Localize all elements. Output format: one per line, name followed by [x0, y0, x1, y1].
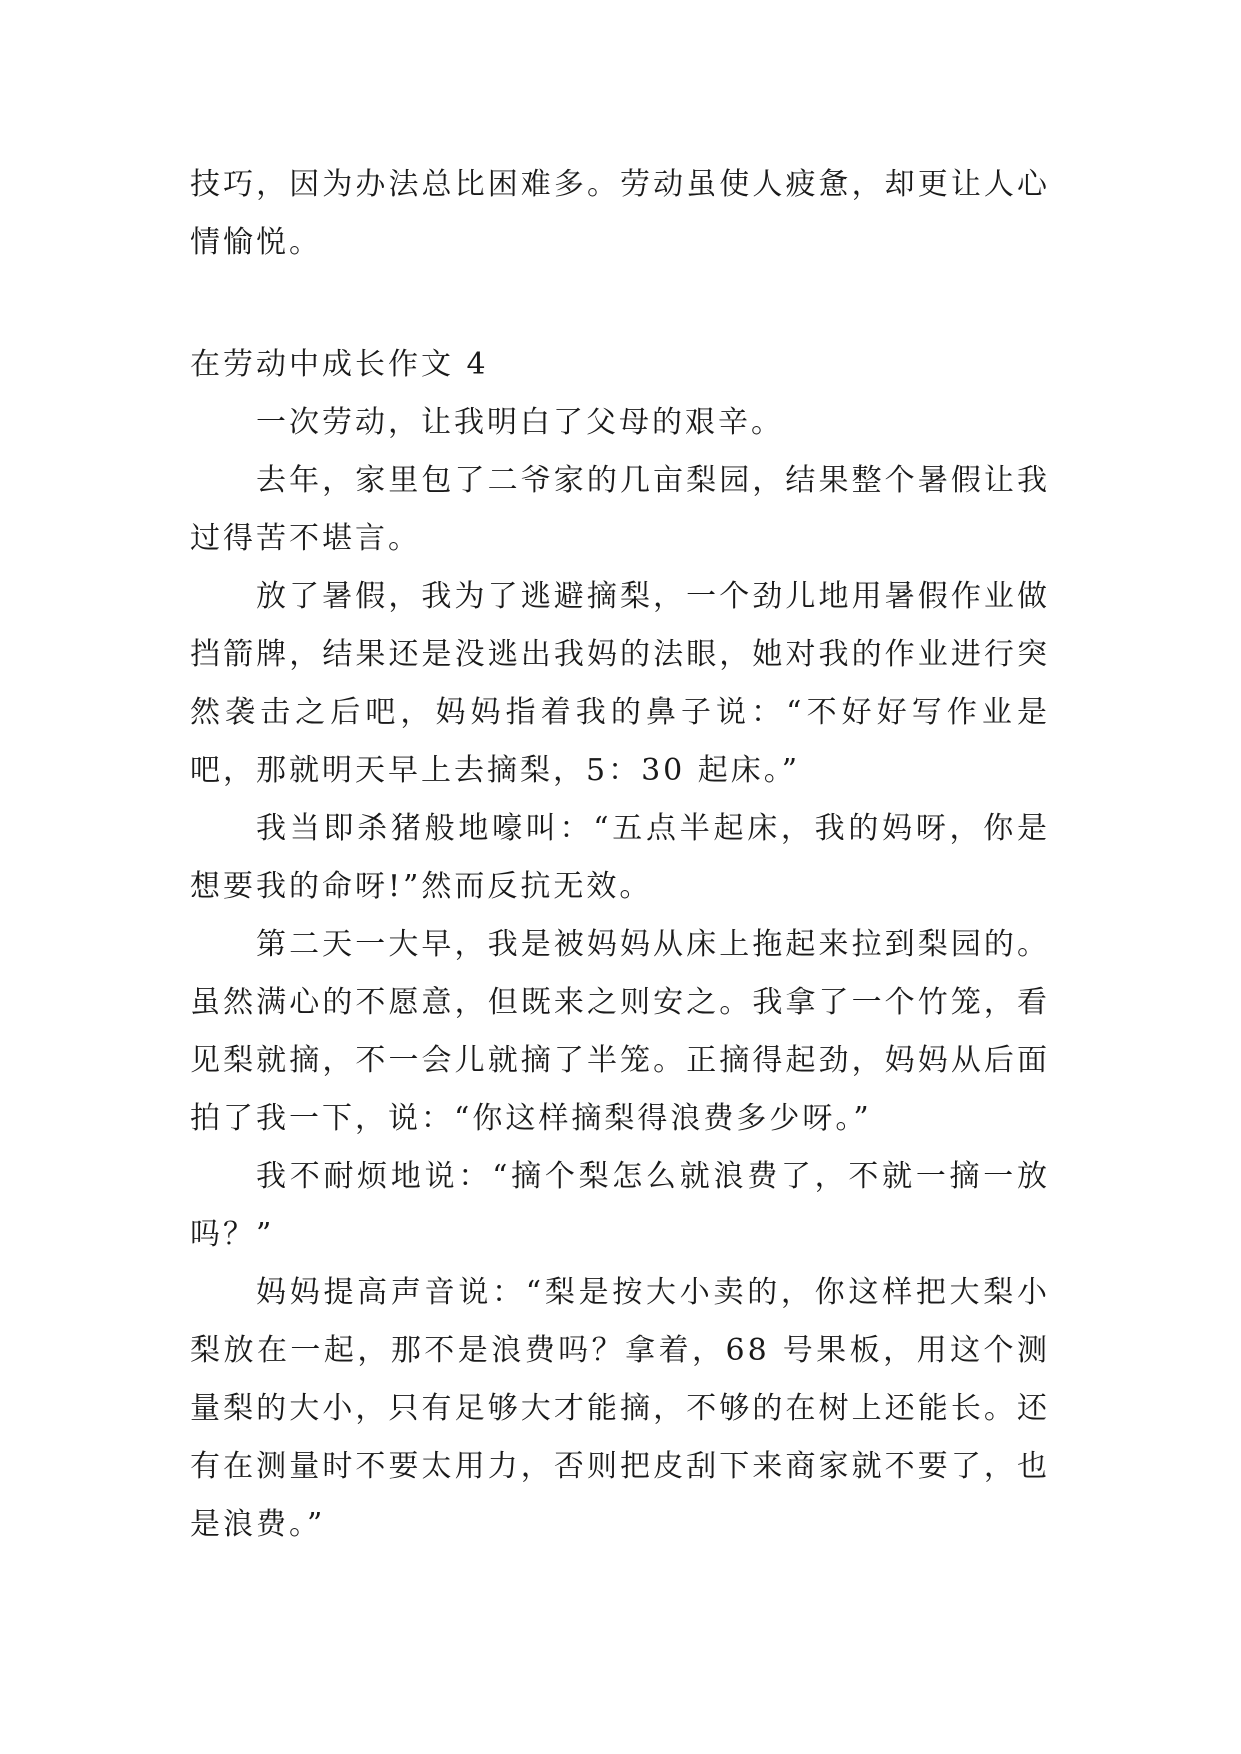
essay-section — [190, 336, 1050, 1554]
essay-paragraph-7: 妈妈提高声音说：“梨是按大小卖的，你这样把大梨小梨放在一起，那不是浪费吗？拿着，68 号果板，用这个测量梨的大小，只有足够大才能摘，不够的在树上还能长。还有在测量时不要太用力，否则把皮刮下来商家就不要了，也是浪费。” — [190, 1275, 1050, 1542]
essay-paragraph-1: 一次劳动，让我明白了父母的艰辛。 — [256, 405, 784, 440]
essay-paragraph-4: 我当即杀猪般地嚎叫：“五点半起床，我的妈呀，你是想要我的命呀!”然而反抗无效。 — [190, 811, 1050, 904]
essay-paragraph-3: 放了暑假，我为了逃避摘梨，一个劲儿地用暑假作业做挡箭牌，结果还是没逃出我妈的法眼，她对我的作业进行突然袭击之后吧，妈妈指着我的鼻子说：“不好好写作业是吧，那就明天早上去摘梨，5：30 起床。” — [190, 579, 1050, 788]
continued-paragraph: 技巧，因为办法总比困难多。劳动虽使人疲惫，却更让人心情愉悦。 — [190, 167, 1050, 260]
essay-paragraph-6: 我不耐烦地说：“摘个梨怎么就浪费了，不就一摘一放吗？” — [190, 1159, 1050, 1252]
essay-title: 在劳动中成长作文 4 — [190, 347, 489, 382]
continued-text-block — [190, 156, 1050, 272]
essay-paragraph-5: 第二天一大早，我是被妈妈从床上拖起来拉到梨园的。虽然满心的不愿意，但既来之则安之。我拿了一个竹笼，看见梨就摘，不一会儿就摘了半笼。正摘得起劲，妈妈从后面拍了我一下，说：“你这样摘梨得浪费多少呀。” — [190, 927, 1050, 1136]
essay-paragraph-2: 去年，家里包了二爷家的几亩梨园，结果整个暑假让我过得苦不堪言。 — [190, 463, 1050, 556]
